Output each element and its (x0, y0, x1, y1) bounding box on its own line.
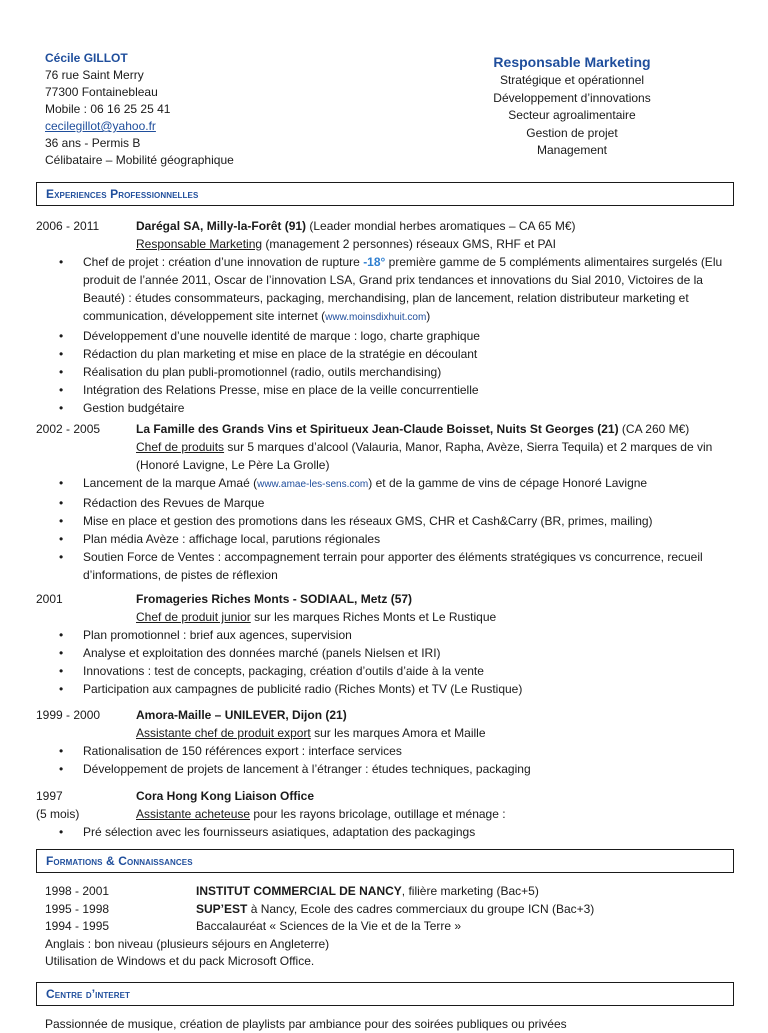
list-item: • Développement de projets de lancement à l’étranger : études techniques, packaging (83, 760, 726, 778)
list-item: • Développement d’une nouvelle identité de marque : logo, charte graphique (83, 327, 726, 345)
job-role: Chef de produit junior (136, 610, 251, 624)
section-header-experiences: Experiences Professionnelles (36, 182, 734, 206)
experience-date: 2001 (36, 592, 63, 606)
company-name: Darégal SA, Milly-la-Forêt (91) (136, 219, 307, 233)
company-name: La Famille des Grands Vins et Spiritueux Jean-Claude Boisset, Nuits St Georges (21) (136, 422, 619, 436)
job-role: Assistante acheteuse (136, 807, 251, 821)
candidate-name: Cécile GILLOT (45, 51, 128, 65)
role-note: (management 2 personnes) réseaux GMS, RHF et PAI (262, 237, 556, 251)
company-name: Cora Hong Kong Liaison Office (136, 789, 315, 803)
experience-entry (36, 706, 726, 778)
list-item: • Rédaction des Revues de Marque (83, 494, 726, 512)
list-item: • Innovations : test de concepts, packaging, création d’outils d’aide à la vente (83, 662, 726, 680)
languages: Anglais : bon niveau (plusieurs séjours en Angleterre) (45, 936, 330, 951)
list-item: • Réalisation du plan publi-promotionnel (radio, outils merchandising) (83, 363, 726, 381)
formation-row (45, 901, 725, 919)
formation-date: 1998 - 2001 (45, 884, 110, 898)
age-license: 36 ans - Permis B (45, 136, 141, 150)
experience-date: 1997 (36, 789, 63, 803)
headline-line: Gestion de projet (526, 125, 618, 140)
list-item: • Lancement de la marque Amaé (www.amae-les-sens.com) et de la gamme de vins de cépage Honoré Lavigne (83, 474, 726, 494)
headline-line: Secteur agroalimentaire (508, 108, 636, 122)
formation-date: 1994 - 1995 (45, 919, 110, 933)
experience-entry (36, 590, 726, 698)
experience-entry (36, 420, 726, 584)
website-link[interactable]: www.amae-les-sens.com (257, 479, 369, 490)
formation-row (45, 883, 725, 901)
formation-detail: Baccalauréat « Sciences de la Vie et de la Terre » (196, 919, 462, 933)
list-item: • Mise en place et gestion des promotions dans les réseaux GMS, CHR et Cash&Carry (BR, primes, mailing) (83, 512, 726, 530)
software-skills: Utilisation de Windows et du pack Microsoft Office. (45, 954, 315, 968)
role-note: sur 5 marques d’alcool (Valauria, Manor, Rapha, Avèze, Sierra Tequila) et 2 marques de vin (Honoré Lavigne, Le Père La Grolle) (136, 440, 713, 472)
company-note: (CA 260 M€) (618, 422, 690, 436)
website-link[interactable]: www.moinsdixhuit.com (325, 312, 427, 323)
address-line-1: 76 rue Saint Merry (45, 68, 144, 82)
interest-text: Passionnée de musique, création de playlists par ambiance pour des soirées publiques ou privées (45, 1017, 567, 1031)
address-line-2: 77300 Fontainebleau (45, 85, 158, 99)
role-note: pour les rayons bricolage, outillage et ménage : (250, 807, 506, 821)
product-name-highlight: -18° (363, 255, 386, 269)
formation-detail: à Nancy, Ecole des cadres commerciaux du groupe ICN (Bac+3) (247, 901, 595, 916)
list-item: • Analyse et exploitation des données marché (panels Nielsen et IRI) (83, 644, 726, 662)
list-item: • Plan promotionnel : brief aux agences, supervision (83, 626, 726, 644)
job-title: Responsable Marketing (493, 54, 651, 70)
role-note: sur les marques Riches Monts et Le Rustique (250, 610, 497, 624)
experience-entry (36, 787, 726, 841)
bullet-list (36, 742, 726, 778)
list-item: • Pré sélection avec les fournisseurs asiatiques, adaptation des packagings (83, 823, 726, 841)
email-link[interactable]: cecilegillot@yahoo.fr (45, 119, 156, 133)
bullet-list (36, 253, 726, 417)
company-note: (Leader mondial herbes aromatiques – CA 65 M€) (306, 219, 576, 233)
list-item: • Chef de projet : création d’une innovation de rupture -18° première gamme de 5 compléments alimentaires surgelés (Elu produit de l’année 2011, Oscar de l’innovation LSA, Grand prix tendances et innovations du Sial 2010, Victoires de la Beauté) : études consommateurs, packaging, merchandising, plan de lancement, relation distributeur marketing et communication, développement site internet (www.moinsdixhuit.com) (83, 253, 726, 327)
experience-date: 2002 - 2005 (36, 422, 101, 436)
contact-block (45, 50, 234, 169)
company-name: Fromageries Riches Monts - SODIAAL, Metz (57) (136, 592, 413, 606)
formations-block (45, 883, 725, 971)
job-role: Chef de produits (136, 440, 225, 454)
job-role: Assistante chef de produit export (136, 726, 311, 740)
bullet-list (36, 474, 726, 584)
section-header-formations: Formations & Connaissances (36, 849, 734, 873)
experience-duration: (5 mois) (36, 807, 80, 821)
formation-date: 1995 - 1998 (45, 901, 110, 916)
school-name: SUP’EST (196, 901, 248, 916)
experience-date: 2006 - 2011 (36, 219, 100, 233)
formation-row (45, 918, 725, 936)
job-role: Responsable Marketing (136, 237, 263, 251)
bullet-list (36, 823, 726, 841)
list-item: • Rédaction du plan marketing et mise en place de la stratégie en découlant (83, 345, 726, 363)
list-item: • Participation aux campagnes de publicité radio (Riches Monts) et TV (Le Rustique) (83, 680, 726, 698)
marital-status: Célibataire – Mobilité géographique (45, 153, 234, 167)
list-item: • Intégration des Relations Presse, mise en place de la veille concurrentielle (83, 381, 726, 399)
experience-date: 1999 - 2000 (36, 708, 101, 722)
headline-line: Management (536, 143, 608, 157)
headline-line: Stratégique et opérationnel (499, 73, 645, 87)
list-item: • Gestion budgétaire (83, 399, 726, 417)
company-name: Amora-Maille – UNILEVER, Dijon (21) (136, 708, 347, 722)
list-item: • Plan média Avèze : affichage local, parutions régionales (83, 530, 726, 548)
headline-line: Développement d’innovations (493, 90, 651, 105)
mobile-phone: Mobile : 06 16 25 25 41 (45, 102, 171, 116)
list-item: • Soutien Force de Ventes : accompagnement terrain pour apporter des éléments stratégiques vs concurrence, recueil d’informations, de pistes de réflexion (83, 548, 726, 584)
list-item: • Rationalisation de 150 références export : interface services (83, 742, 726, 760)
school-name: INSTITUT COMMERCIAL DE NANCY (196, 884, 402, 898)
formation-detail: , filière marketing (Bac+5) (401, 884, 539, 898)
section-header-interet: Centre d’interet (36, 982, 734, 1006)
bullet-list (36, 626, 726, 698)
headline-block (452, 52, 692, 160)
experience-entry (36, 217, 726, 417)
role-note: sur les marques Amora et Maille (310, 726, 486, 740)
